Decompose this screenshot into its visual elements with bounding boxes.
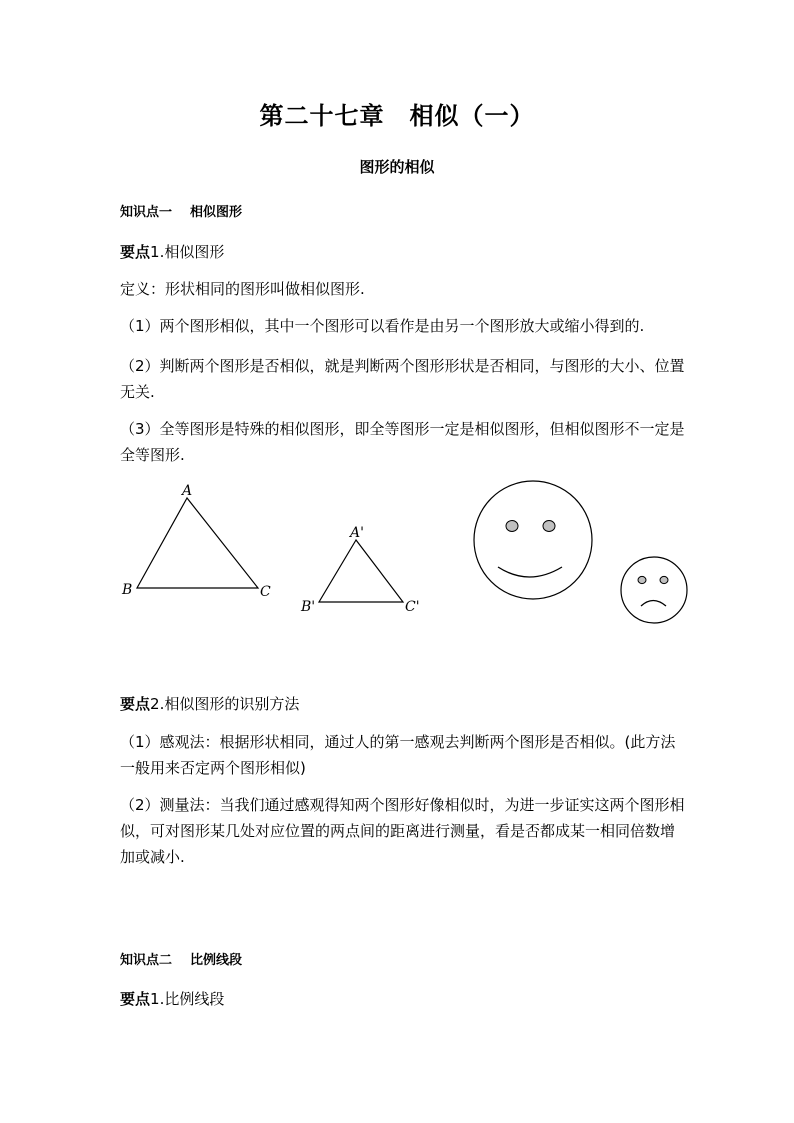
section1-heading-prefix: 知识点一: [120, 205, 173, 220]
point-title: .相似图形的识别方法: [159, 695, 300, 713]
left-eye: [506, 521, 518, 532]
smile-mouth: [498, 567, 562, 577]
section1-heading-text: 相似图形: [190, 205, 243, 220]
point1-item-2: （2）判断两个图形是否相似，就是判断两个图形形状是否相同，与图形的大小、位置无关.: [120, 357, 685, 401]
section2-heading: [120, 949, 242, 968]
definition-text: 定义：形状相同的图形叫做相似图形.: [120, 280, 365, 298]
point-title: .相似图形: [159, 243, 225, 261]
left-eye: [638, 576, 646, 583]
section1-heading: [120, 201, 242, 220]
page-title: 第二十七章 相似（一）: [259, 101, 535, 130]
vertex-label-c-prime: C': [405, 599, 420, 615]
point1-item-1: （1）两个图形相似，其中一个图形可以看作是由另一个图形放大或缩小得到的.: [120, 317, 645, 335]
section1-point1-heading: [120, 241, 224, 262]
page-subtitle: 图形的相似: [359, 158, 435, 176]
frown-mouth: [641, 601, 666, 607]
point-label: 要点: [120, 243, 151, 261]
section2-point1-heading: [120, 988, 224, 1009]
section2-heading-prefix: 知识点二: [120, 953, 173, 968]
point2-item-2: （2）测量法：当我们通过感观得知两个图形好像相似时，为进一步证实这两个图形相似，可对图形某几处对应位置的两点间的距离进行测量，看是否都成某一相同倍数增加或减小.: [120, 796, 685, 866]
right-eye: [660, 576, 668, 583]
point-title: .比例线段: [159, 990, 225, 1008]
point-number: 2: [150, 695, 160, 713]
point-label: 要点: [120, 990, 151, 1008]
vertex-label-a: A: [182, 483, 193, 499]
small-triangle: [300, 525, 420, 615]
large-smiling-face: [474, 481, 592, 599]
vertex-label-b: B: [122, 582, 133, 598]
large-triangle: [121, 483, 271, 600]
point2-item-1: （1）感观法：根据形状相同，通过人的第一感观去判断两个图形是否相似。(此方法一般用来否定两个图形相似): [120, 733, 676, 777]
section2-heading-text: 比例线段: [190, 953, 243, 968]
point-number: 1: [150, 990, 160, 1008]
right-eye: [543, 521, 555, 532]
vertex-label-b-prime: B': [301, 599, 316, 615]
vertex-label-a-prime: A': [350, 525, 364, 541]
point-label: 要点: [120, 695, 151, 713]
section1-point2-heading: [120, 693, 299, 714]
point1-item-3: （3）全等图形是特殊的相似图形，即全等图形一定是相似图形，但相似图形不一定是全等图形.: [120, 420, 685, 464]
similar-figures-illustration: [0, 470, 794, 640]
point-number: 1: [150, 243, 160, 261]
vertex-label-c: C: [260, 584, 271, 600]
small-frowning-face: [621, 557, 687, 623]
